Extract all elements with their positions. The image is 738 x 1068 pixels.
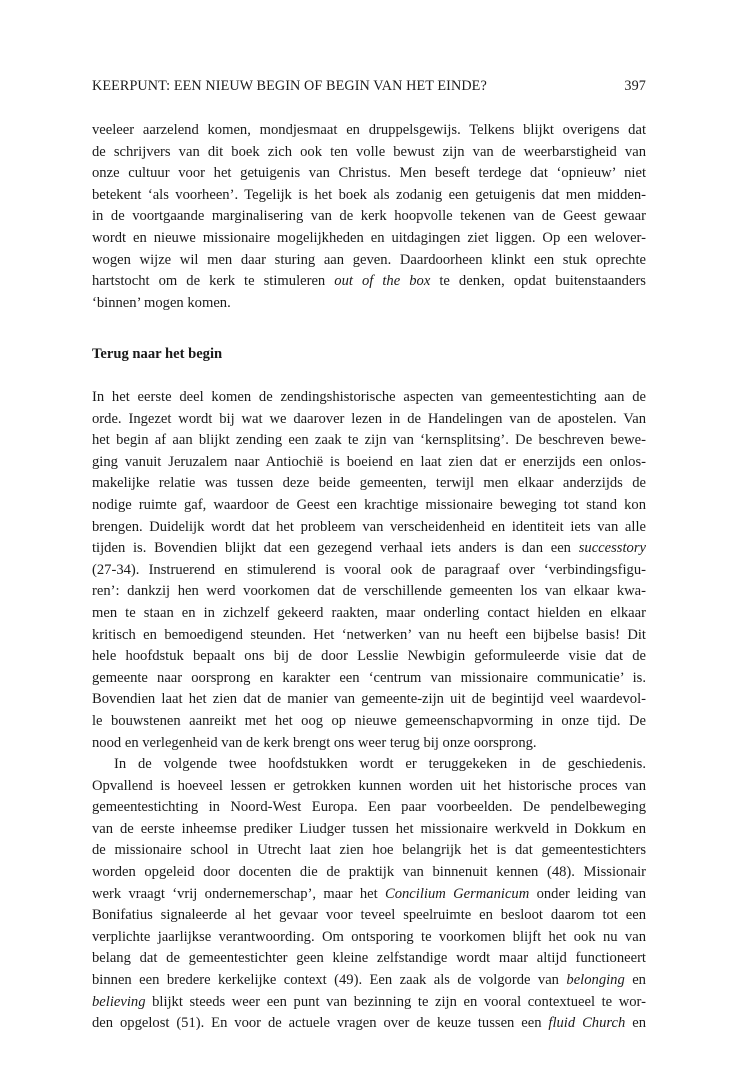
- text-line: veeleer aarzelend komen, mondjesmaat en druppelsgewijs. Telkens blijkt overigens dat: [92, 122, 646, 138]
- text-line: wogen wijze wil men daar sturing aan geven. Daardoorheen klinkt een stuk oprechte: [92, 251, 646, 268]
- text-line: de schrijvers van dit boek zich ook ten volle bewust zijn van de weerbarstigheid van: [92, 143, 646, 160]
- text-line: believing blijkt steeds weer een punt van bezinning te zijn en vooral contextueel te wor-: [92, 993, 646, 1010]
- text-line: Bonifatius signaleerde al het gevaar voor teveel speelruimte en besloot daarom tot een: [92, 907, 646, 924]
- text-line: verplichte jaarlijkse verantwoording. Om ontsporing te voorkomen blijft het ook nu van: [92, 928, 646, 945]
- italic-phrase: belonging: [566, 972, 625, 989]
- text-line: betekent ‘als voorheen’. Tegelijk is het boek als zodanig een getuigenis dat men midden-: [92, 186, 646, 203]
- italic-phrase: successtory: [578, 540, 646, 557]
- text-line: den opgelost (51). En voor de actuele vragen over de keuze tussen een fluid Church en: [92, 1015, 646, 1032]
- text-line: In de volgende twee hoofdstukken wordt er teruggekeken in de geschiedenis.: [114, 756, 646, 773]
- text-line: brengen. Duidelijk wordt dat het probleem van verscheidenheid en identiteit iets van alle: [92, 518, 646, 535]
- text-line: Bovendien laat het zien dat de manier van gemeente-zijn uit de begintijd veel waardevol-: [92, 691, 646, 708]
- text-line: nodige ruimte gaf, waardoor de Geest een krachtige missionaire beweging tot stand kon: [92, 496, 646, 513]
- italic-phrase: Concilium Germanicum: [384, 885, 530, 902]
- text-line: kritisch en bemoedigend steunden. Het ‘netwerken’ van nu heeft een bijbelse basis! Dit: [92, 626, 646, 643]
- italic-phrase: out of the box: [334, 273, 431, 290]
- text-line: van de eerste inheemse prediker Liudger tussen het missionaire werkveld in Dokkum en: [92, 820, 646, 837]
- text-line: de missionaire school in Utrecht laat zien hoe belangrijk het is dat gemeentestichters: [92, 842, 646, 859]
- text-line: (27-34). Instruerend en stimulerend is vooral ook de paragraaf over ‘verbindingsfigu-: [92, 561, 646, 578]
- text-line: ging vanuit Jeruzalem naar Antiochië is boeiend en laat zien dat er enerzijds een onlos-: [92, 453, 646, 470]
- section-body: [92, 387, 646, 1035]
- text-line: het begin af aan blijkt zending een zaak te zijn van ‘kernsplitsing’. De beschreven bewe-: [92, 432, 646, 449]
- intro-paragraph: [92, 120, 646, 314]
- text-line: ‘binnen’ mogen komen.: [92, 294, 231, 311]
- text-line: werk vraagt ‘vrij ondernemerschap’, maar het Concilium Germanicum onder leiding van: [92, 885, 647, 902]
- text-line: onze cultuur voor het getuigenis van Christus. Men beseft terdege dat ‘opnieuw’ niet: [92, 165, 646, 182]
- text-line: men te staan en in zichzelf gekeerd raakten, maar onderling contact hielden en elkaar: [92, 604, 646, 621]
- text-line: gemeente naar oorsprong en karakter een ‘centrum van missionaire communicatie’ is.: [92, 669, 646, 686]
- text-line: orde. Ingezet wordt bij wat we daarover lezen in de Handelingen van de apostelen. Van: [92, 410, 646, 427]
- text-line: ren’: dankzij hen werd voorkomen dat de verschillende gemeenten los van elkaar kwa-: [92, 583, 646, 600]
- text-line: hele hoofdstuk bepaalt ons bij de door Lesslie Newbigin geformuleerde visie dat de: [92, 648, 646, 665]
- page-number: 397: [624, 78, 646, 94]
- running-title: KEERPUNT: EEN NIEUW BEGIN OF BEGIN VAN HET EINDE?: [92, 78, 487, 94]
- text-line: wordt en nieuwe missionaire mogelijkheden en uitdagingen ziet liggen. Op een welover-: [92, 229, 646, 246]
- text-line: hartstocht om de kerk te stimuleren out of the box te denken, opdat buitenstaanders: [92, 273, 646, 290]
- text-line: gemeentestichting in Noord-West Europa. Een paar voorbeelden. De pendelbeweging: [92, 799, 646, 816]
- text-line: binnen een bredere kerkelijke context (49). Een zaak als de volgorde van belonging en: [92, 972, 646, 989]
- text-line: In het eerste deel komen de zendingshistorische aspecten van gemeentestichting aan de: [92, 389, 646, 405]
- text-line: le bouwstenen aanreikt met het oog op nieuwe gemeenschapvorming in onze tijd. De: [92, 712, 646, 729]
- section-heading: Terug naar het begin: [92, 346, 223, 362]
- text-line: worden opgeleid door docenten die de praktijk van binnenuit kennen (48). Missionair: [92, 864, 646, 881]
- text-line: in de voortgaande marginalisering van de kerk hoopvolle tekenen van de Geest gewaar: [92, 208, 646, 225]
- text-line: tijden is. Bovendien blijkt dat een gezegend verhaal iets anders is dan een successtory: [92, 540, 646, 557]
- text-line: belang dat de gemeentestichter geen kleine zelfstandige wordt maar altijd functioneert: [92, 950, 646, 967]
- text-line: makelijke relatie was tussen deze beide gemeenten, terwijl men elkaar anderzijds de: [92, 475, 646, 492]
- text-line: nood en verlegenheid van de kerk brengt ons weer terug bij onze oorsprong.: [92, 734, 537, 751]
- italic-phrase: fluid Church: [548, 1015, 626, 1032]
- italic-phrase: believing: [92, 993, 146, 1010]
- running-header: [92, 78, 646, 95]
- text-line: Opvallend is hoeveel lessen er getrokken kunnen worden uit het historische proces van: [92, 777, 646, 794]
